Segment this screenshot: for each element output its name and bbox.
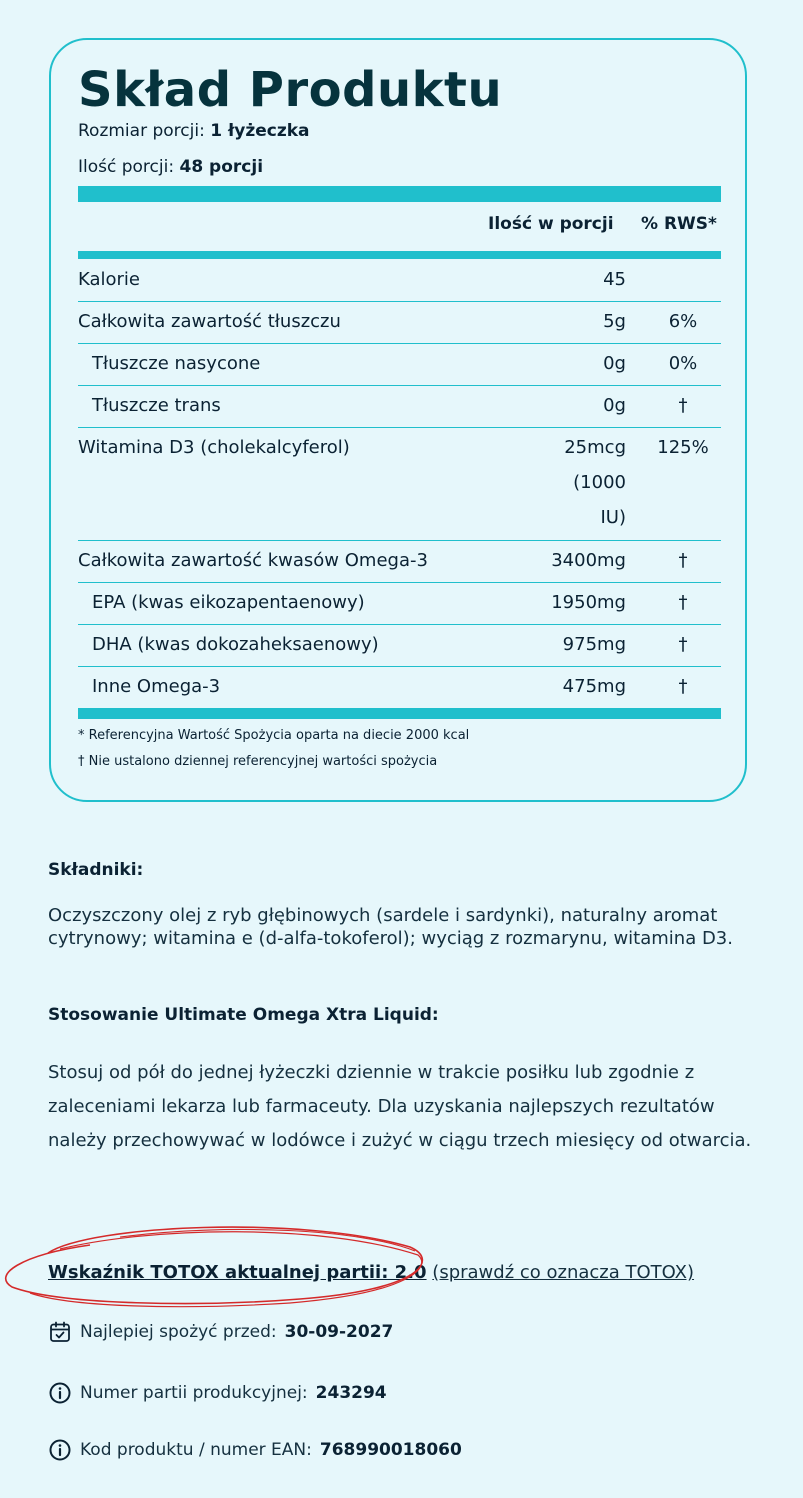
best-before-label: Najlepiej spożyć przed: xyxy=(80,1322,277,1342)
ean-value: 768990018060 xyxy=(319,1440,462,1460)
row-amount xyxy=(564,430,626,535)
row-amount: 0g xyxy=(603,395,626,416)
row-amount-line: 25mcg xyxy=(564,437,626,458)
info-icon xyxy=(48,1438,72,1462)
row-label: Witamina D3 (cholekalcyferol) xyxy=(78,437,350,458)
table-top-bar xyxy=(78,186,721,202)
ingredients-heading: Składniki: xyxy=(48,860,144,880)
table-row xyxy=(78,301,721,344)
row-amount: 3400mg xyxy=(551,550,626,571)
ean-row xyxy=(48,1438,462,1462)
serving-size-value: 1 łyżeczka xyxy=(210,121,310,141)
totox-value-link[interactable]: Wskaźnik TOTOX aktualnej partii: 2.0 xyxy=(48,1262,427,1283)
ingredients-text: Oczyszczony olej z ryb głębinowych (sardele i sardynki), naturalny aromat cytrynowy; witamina e (d-alfa-tokoferol); wyciąg z rozmarynu, witamina D3. xyxy=(48,905,733,949)
servings-count xyxy=(78,157,263,177)
row-amount: 0g xyxy=(603,353,626,374)
table-row xyxy=(78,540,721,583)
batch-number-row xyxy=(48,1381,387,1405)
usage-heading: Stosowanie Ultimate Omega Xtra Liquid: xyxy=(48,1005,439,1025)
row-rws: † xyxy=(678,676,688,697)
row-rws: † xyxy=(678,550,688,571)
table-row xyxy=(78,259,721,302)
row-label: Tłuszcze trans xyxy=(92,395,221,416)
serving-size xyxy=(78,121,310,141)
table-row xyxy=(78,624,721,667)
row-amount: 1950mg xyxy=(551,592,626,613)
row-label: Całkowita zawartość kwasów Omega-3 xyxy=(78,550,428,571)
row-amount: 45 xyxy=(603,269,626,290)
row-amount-line: (1000 xyxy=(573,472,626,493)
row-amount: 475mg xyxy=(562,676,626,697)
row-rws: 6% xyxy=(668,311,698,332)
totox-info-link[interactable]: (sprawdź co oznacza TOTOX) xyxy=(432,1262,695,1283)
table-bottom-bar xyxy=(78,708,721,719)
column-header-rws: % RWS* xyxy=(641,214,717,234)
row-label: DHA (kwas dokozaheksaenowy) xyxy=(92,634,379,655)
table-header-bar xyxy=(78,251,721,259)
batch-number-value: 243294 xyxy=(315,1383,387,1403)
row-rws: 125% xyxy=(657,437,709,458)
row-rws: † xyxy=(678,634,688,655)
row-rws: 0% xyxy=(668,353,698,374)
row-label: EPA (kwas eikozapentaenowy) xyxy=(92,592,365,613)
row-rws: † xyxy=(678,592,688,613)
row-label: Kalorie xyxy=(78,269,141,290)
row-amount: 5g xyxy=(603,311,626,332)
table-row xyxy=(78,427,721,541)
usage-text: Stosuj od pół do jednej łyżeczki dziennie w trakcie posiłku lub zgodnie z zaleceniami lekarza lub farmaceuty. Dla uzyskania najlepszych rezultatów należy przechowywać w lodówce i zużyć w ciągu trzech miesięcy od otwarcia. xyxy=(48,1062,752,1151)
row-label: Tłuszcze nasycone xyxy=(92,353,261,374)
footnote-rws: * Referencyjna Wartość Spożycia oparta na diecie 2000 kcal xyxy=(78,728,470,743)
row-label: Całkowita zawartość tłuszczu xyxy=(78,311,341,332)
page-title: Skład Produktu xyxy=(78,62,503,118)
table-row xyxy=(78,343,721,386)
calendar-check-icon xyxy=(48,1320,72,1344)
footnote-dagger: † Nie ustalono dziennej referencyjnej wartości spożycia xyxy=(78,754,438,769)
totox-line xyxy=(48,1262,694,1283)
batch-number-label: Numer partii produkcyjnej: xyxy=(80,1383,308,1403)
serving-size-label: Rozmiar porcji: xyxy=(78,121,205,141)
servings-value: 48 porcji xyxy=(179,157,264,177)
table-row xyxy=(78,582,721,625)
ean-label: Kod produktu / numer EAN: xyxy=(80,1440,312,1460)
best-before-value: 30-09-2027 xyxy=(284,1322,394,1342)
row-amount-line: IU) xyxy=(600,507,626,528)
row-rws: † xyxy=(678,395,688,416)
servings-label: Ilość porcji: xyxy=(78,157,175,177)
info-icon xyxy=(48,1381,72,1405)
table-row xyxy=(78,666,721,708)
table-row xyxy=(78,385,721,428)
best-before-row xyxy=(48,1320,393,1344)
row-amount: 975mg xyxy=(562,634,626,655)
column-header-amount: Ilość w porcji xyxy=(488,214,614,234)
row-label: Inne Omega-3 xyxy=(92,676,221,697)
